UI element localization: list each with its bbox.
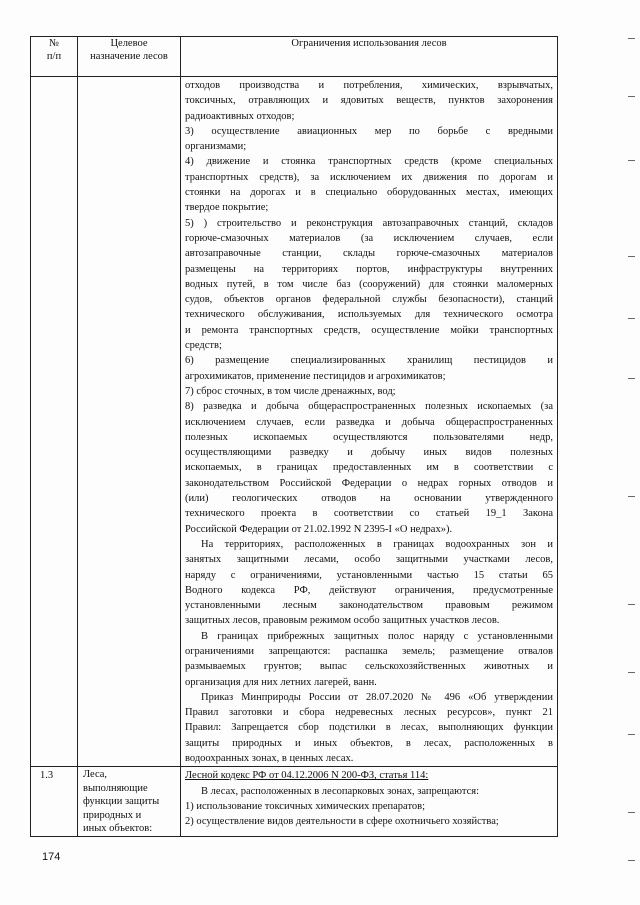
law-reference-line xyxy=(185,768,553,783)
text-line: занятых защитными лесами, особо защитными участками лесов, xyxy=(185,554,553,566)
text-line: ископаемых, в границах предоставленных им в соответствии с xyxy=(185,462,553,474)
table-row-continuation xyxy=(31,77,558,767)
forest-restrictions-table xyxy=(30,36,558,837)
text-line: транспортных средств), за исключением их движения по дорогам и xyxy=(185,171,553,183)
text-line: Водного кодекса РФ, действуют ограничения, предусмотренные xyxy=(185,584,553,596)
text-line: 8) разведка и добыча общераспространенных полезных ископаемых (за xyxy=(185,401,553,413)
text-line: 4) движение и стоянка транспортных средств (кроме специальных xyxy=(185,156,553,168)
text-line: 3) осуществление авиационных мер по борьбе с вредными xyxy=(185,125,553,137)
text-line: агрохимикатов, применение пестицидов и агрохимикатов; xyxy=(185,370,446,382)
text-line: В лесах, расположенных в лесопарковых зонах, запрещаются: xyxy=(201,785,479,797)
text-line: Правил заготовки и сбора недревесных лесных ресурсов», пункт 21 xyxy=(185,707,553,719)
row-number: 1.3 xyxy=(40,770,54,782)
header-purpose xyxy=(78,37,181,77)
text-line: технического обслуживания, используемых для технического осмотра xyxy=(185,309,553,321)
header-purpose-text: Целевое назначение лесов xyxy=(90,38,168,62)
edge-mark xyxy=(628,604,635,605)
text-line: размещены на территориях портов, инфраструктуры внутренних xyxy=(185,263,553,275)
text-line: токсичных, отравляющих и ядовитых веществ, пунктов захоронения xyxy=(185,95,553,107)
text-line: наряду с ограничениями, установленными частью 15 статьи 65 xyxy=(185,569,553,581)
cell-purpose xyxy=(78,767,181,837)
text-line: отходов производства и потребления, химических, взрывчатых, xyxy=(185,80,553,91)
edge-mark xyxy=(628,38,635,39)
edge-mark xyxy=(628,734,635,735)
edge-mark xyxy=(628,96,635,97)
text-line: Российской Федерации от 21.02.1992 N 2395-I «О недрах»). xyxy=(185,523,453,535)
edge-mark xyxy=(628,812,635,813)
text-line: ограничениями запрещаются: распашка земель; размещение отвалов xyxy=(185,645,553,657)
cell-restrictions xyxy=(181,767,558,837)
text-line: (или) геологических отводов на основании утвержденного xyxy=(185,493,553,505)
text-line: 1) использование токсичных химических препаратов; xyxy=(185,800,426,812)
text-line: автозаправочные станции, склады горюче-смазочных материалов xyxy=(185,248,553,260)
cell-number-empty xyxy=(31,77,78,767)
text-line: организация для них летних лагерей, ванн. xyxy=(185,676,377,688)
text-line: На территориях, расположенных в границах водоохранных зон и xyxy=(201,538,553,550)
edge-mark xyxy=(628,496,635,497)
text-line: радиоактивных отходов; xyxy=(185,110,295,122)
text-line: защитных лесов, правовым режимом особо защитных участков лесов. xyxy=(185,615,500,627)
header-restrictions-text: Ограничения использования лесов xyxy=(291,38,447,49)
text-line: размываемых грунтов; выпас сельскохозяйственных животных и xyxy=(185,661,553,673)
edge-mark xyxy=(628,160,635,161)
text-line: стоянки на дорогах и в специально оборудованных местах, имеющих xyxy=(185,187,553,199)
row-purpose: Леса, выполняющие функции защиты природных и иных объектов: xyxy=(83,769,160,835)
text-line: Правил: Запрещается сбор подстилки в лесах, выполняющих функции xyxy=(185,722,553,734)
text-line: Приказ Минприроды России от 28.07.2020 № 496 «Об утверждении xyxy=(201,691,553,703)
text-line: 6) размещение специализированных хранилищ пестицидов и xyxy=(185,355,553,367)
header-restrictions xyxy=(181,37,558,77)
text-line: исключением случаев, если разведка и добыча общераспространенных xyxy=(185,416,553,428)
text-line: 7) сброс сточных, в том числе дренажных, вод; xyxy=(185,385,396,397)
text-line: горюче-смазочных материалов (за исключением случаев, если xyxy=(185,232,553,244)
continuation-text xyxy=(185,78,553,766)
text-line: законодательством Российской Федерации о недрах горных отводов и xyxy=(185,477,553,489)
text-line: осуществляющими разведку и добычу иных видов полезных xyxy=(185,447,553,459)
law-reference-link[interactable]: Лесной кодекс РФ от 04.12.2006 N 200-ФЗ, статья 114: xyxy=(185,770,429,782)
text-line: водоохранных зонах, в ценных лесах. xyxy=(185,753,354,765)
cell-restrictions-continuation xyxy=(181,77,558,767)
text-line: организмами; xyxy=(185,141,247,153)
header-number-text: № п/п xyxy=(46,38,62,62)
text-line: полезных ископаемых осуществляются пользователями недр, xyxy=(185,431,553,443)
page-number: 174 xyxy=(42,851,61,863)
document-page xyxy=(30,36,558,837)
header-number xyxy=(31,37,78,77)
text-line: технического проекта в соответствии со статьей 19_1 Закона xyxy=(185,508,553,520)
table-header-row xyxy=(31,37,558,77)
text-line: 5) ) строительство и реконструкция автозаправочных станций, складов xyxy=(185,217,553,229)
text-line: защиты природных и иных объектов, в лесах, расположенных в xyxy=(185,737,553,749)
text-line: 2) осуществление видов деятельности в сфере охотничьего хозяйства; xyxy=(185,816,499,828)
text-line: В границах прибрежных защитных полос наряду с установленными xyxy=(201,630,553,642)
text-line: твердое покрытие; xyxy=(185,202,269,214)
edge-mark xyxy=(628,672,635,673)
cell-purpose-empty xyxy=(78,77,181,767)
edge-mark xyxy=(628,318,635,319)
text-line: и ремонта транспортных средств, осуществление мойки транспортных xyxy=(185,324,553,336)
text-line: установленными лесным законодательством правовым режимом xyxy=(185,600,553,612)
edge-mark xyxy=(628,378,635,379)
text-line: водных путей, в том числе баз (сооружений) для стоянки маломерных xyxy=(185,278,553,290)
text-line: судов, объектов органов федеральной службы безопасности), станций xyxy=(185,294,553,306)
text-line: средств; xyxy=(185,340,222,352)
edge-mark xyxy=(628,860,635,861)
table-row-1-3 xyxy=(31,767,558,837)
edge-mark xyxy=(628,256,635,257)
cell-number xyxy=(31,767,78,837)
